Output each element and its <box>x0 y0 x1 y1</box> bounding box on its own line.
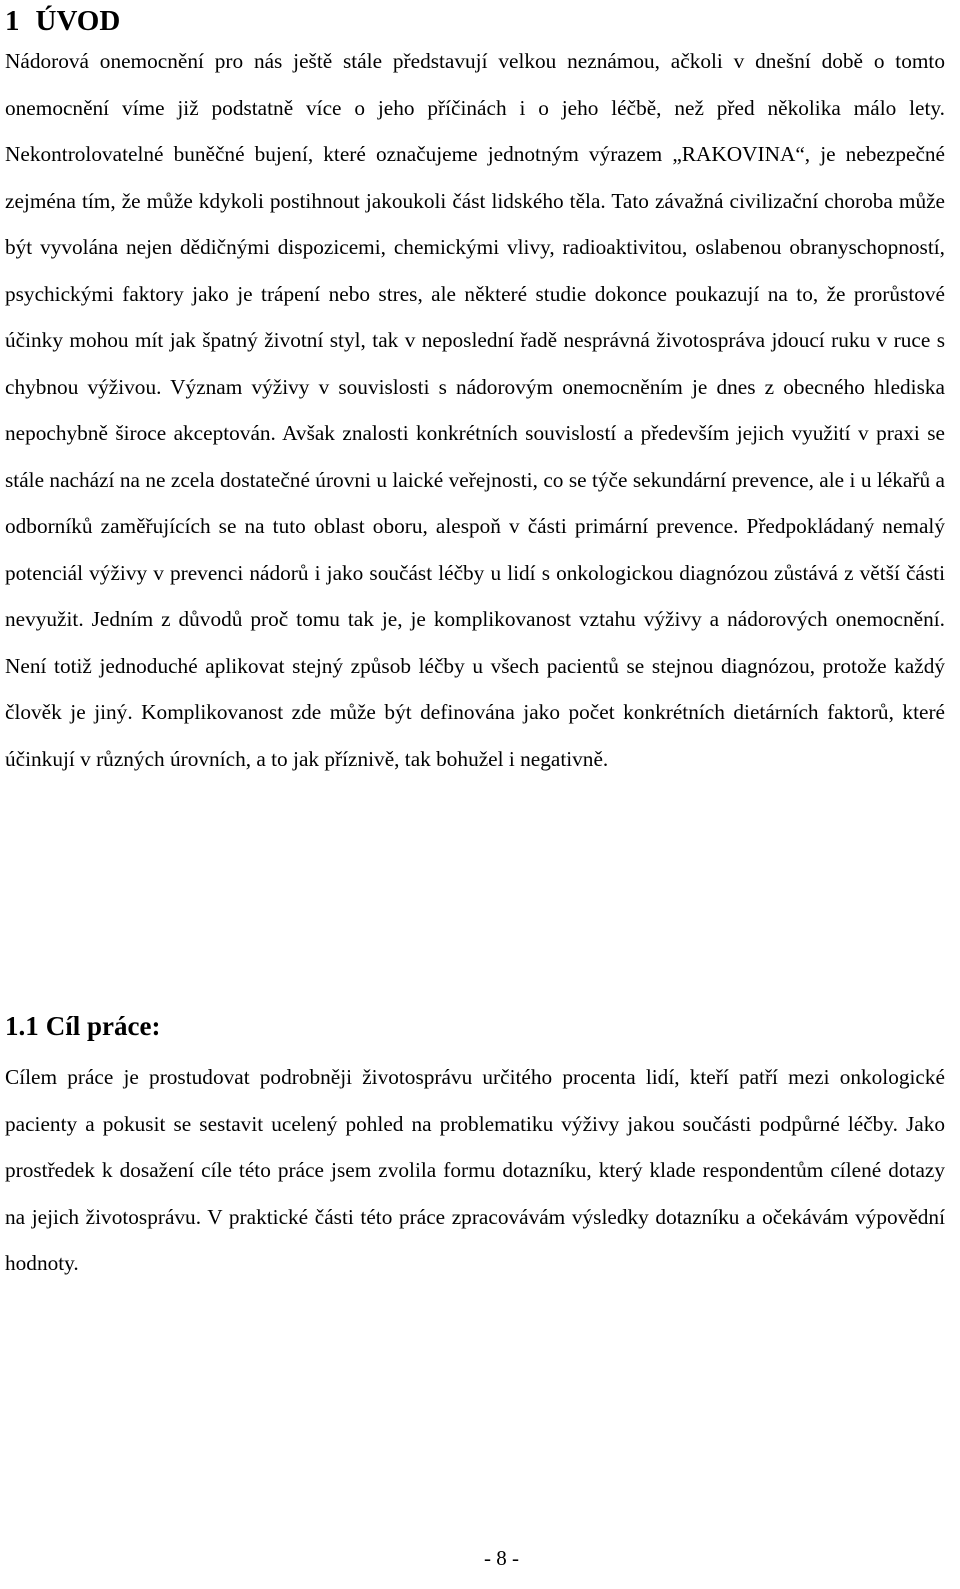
goal-paragraph: Cílem práce je prostudovat podrobněji životosprávu určitého procenta lidí, kteří patří mezi onkologické pacienty a pokusit se sestavit ucelený pohled na problematiku výživy jakou součásti podpůrné léčby. Jako prostředek k dosažení cíle této práce jsem zvolila formu dotazníku, který klade respondentům cílené dotazy na jejich životosprávu. V praktické části této práce zpracovávám výsledky dotazníku a očekávám výpovědní hodnoty. <box>5 1065 945 1275</box>
intro-paragraph: Nádorová onemocnění pro nás ještě stále představují velkou neznámou, ačkoli v dnešní době o tomto onemocnění víme již podstatně více o jeho příčinách i o jeho léčbě, než před několika málo lety. Nekontrolovatelné buněčné bujení, které označujeme jednotným výrazem „RAKOVINA“, je nebezpečné zejména tím, že může kdykoli postihnout jakoukoli část lidského těla. Tato závažná civilizační choroba může být vyvolána nejen dědičnými dispozicemi, chemickými vlivy, radioaktivitou, oslabenou obranyschopností, psychickými faktory jako je trápení nebo stres, ale některé studie dokonce poukazují na to, že prorůstové účinky mohou mít jak špatný životní styl, tak v neposlední řadě nesprávná životospráva jdoucí ruku v ruce s chybnou výživou. Význam výživy v souvislosti s nádorovým onemocněním je dnes z obecného hlediska nepochybně široce akceptován. Avšak znalosti konkrétních souvislostí a především jejich využití v praxi se stále nachází na ne zcela dostatečné úrovni u laické veřejnosti, co se týče sekundární prevence, ale i u lékařů a odborníků zaměřujících se na tuto oblast oboru, alespoň v části primární prevence. Předpokládaný nemalý potenciál výživy v prevenci nádorů i jako součást léčby u lidí s onkologickou diagnózou zůstává z větší části nevyužit. Jedním z důvodů proč tomu tak je, je komplikovanost vztahu výživy a nádorových onemocnění. Není totiž jednoduché aplikovat stejný způsob léčby u všech pacientů se stejnou diagnózou, protože každý člověk je jiný. Komplikovanost zde může být definována jako počet konkrétních dietárních faktorů, které účinkují v různých úrovních, a to jak příznivě, tak bohužel i negativně. <box>5 49 945 771</box>
section-title: ÚVOD <box>35 5 121 37</box>
section-heading <box>5 4 120 38</box>
subsection-title: Cíl práce: <box>45 1011 161 1041</box>
page-number: - 8 - <box>484 1546 519 1570</box>
section-number: 1 <box>5 5 20 37</box>
subsection-heading <box>5 1009 160 1043</box>
subsection-number: 1.1 <box>5 1011 39 1041</box>
